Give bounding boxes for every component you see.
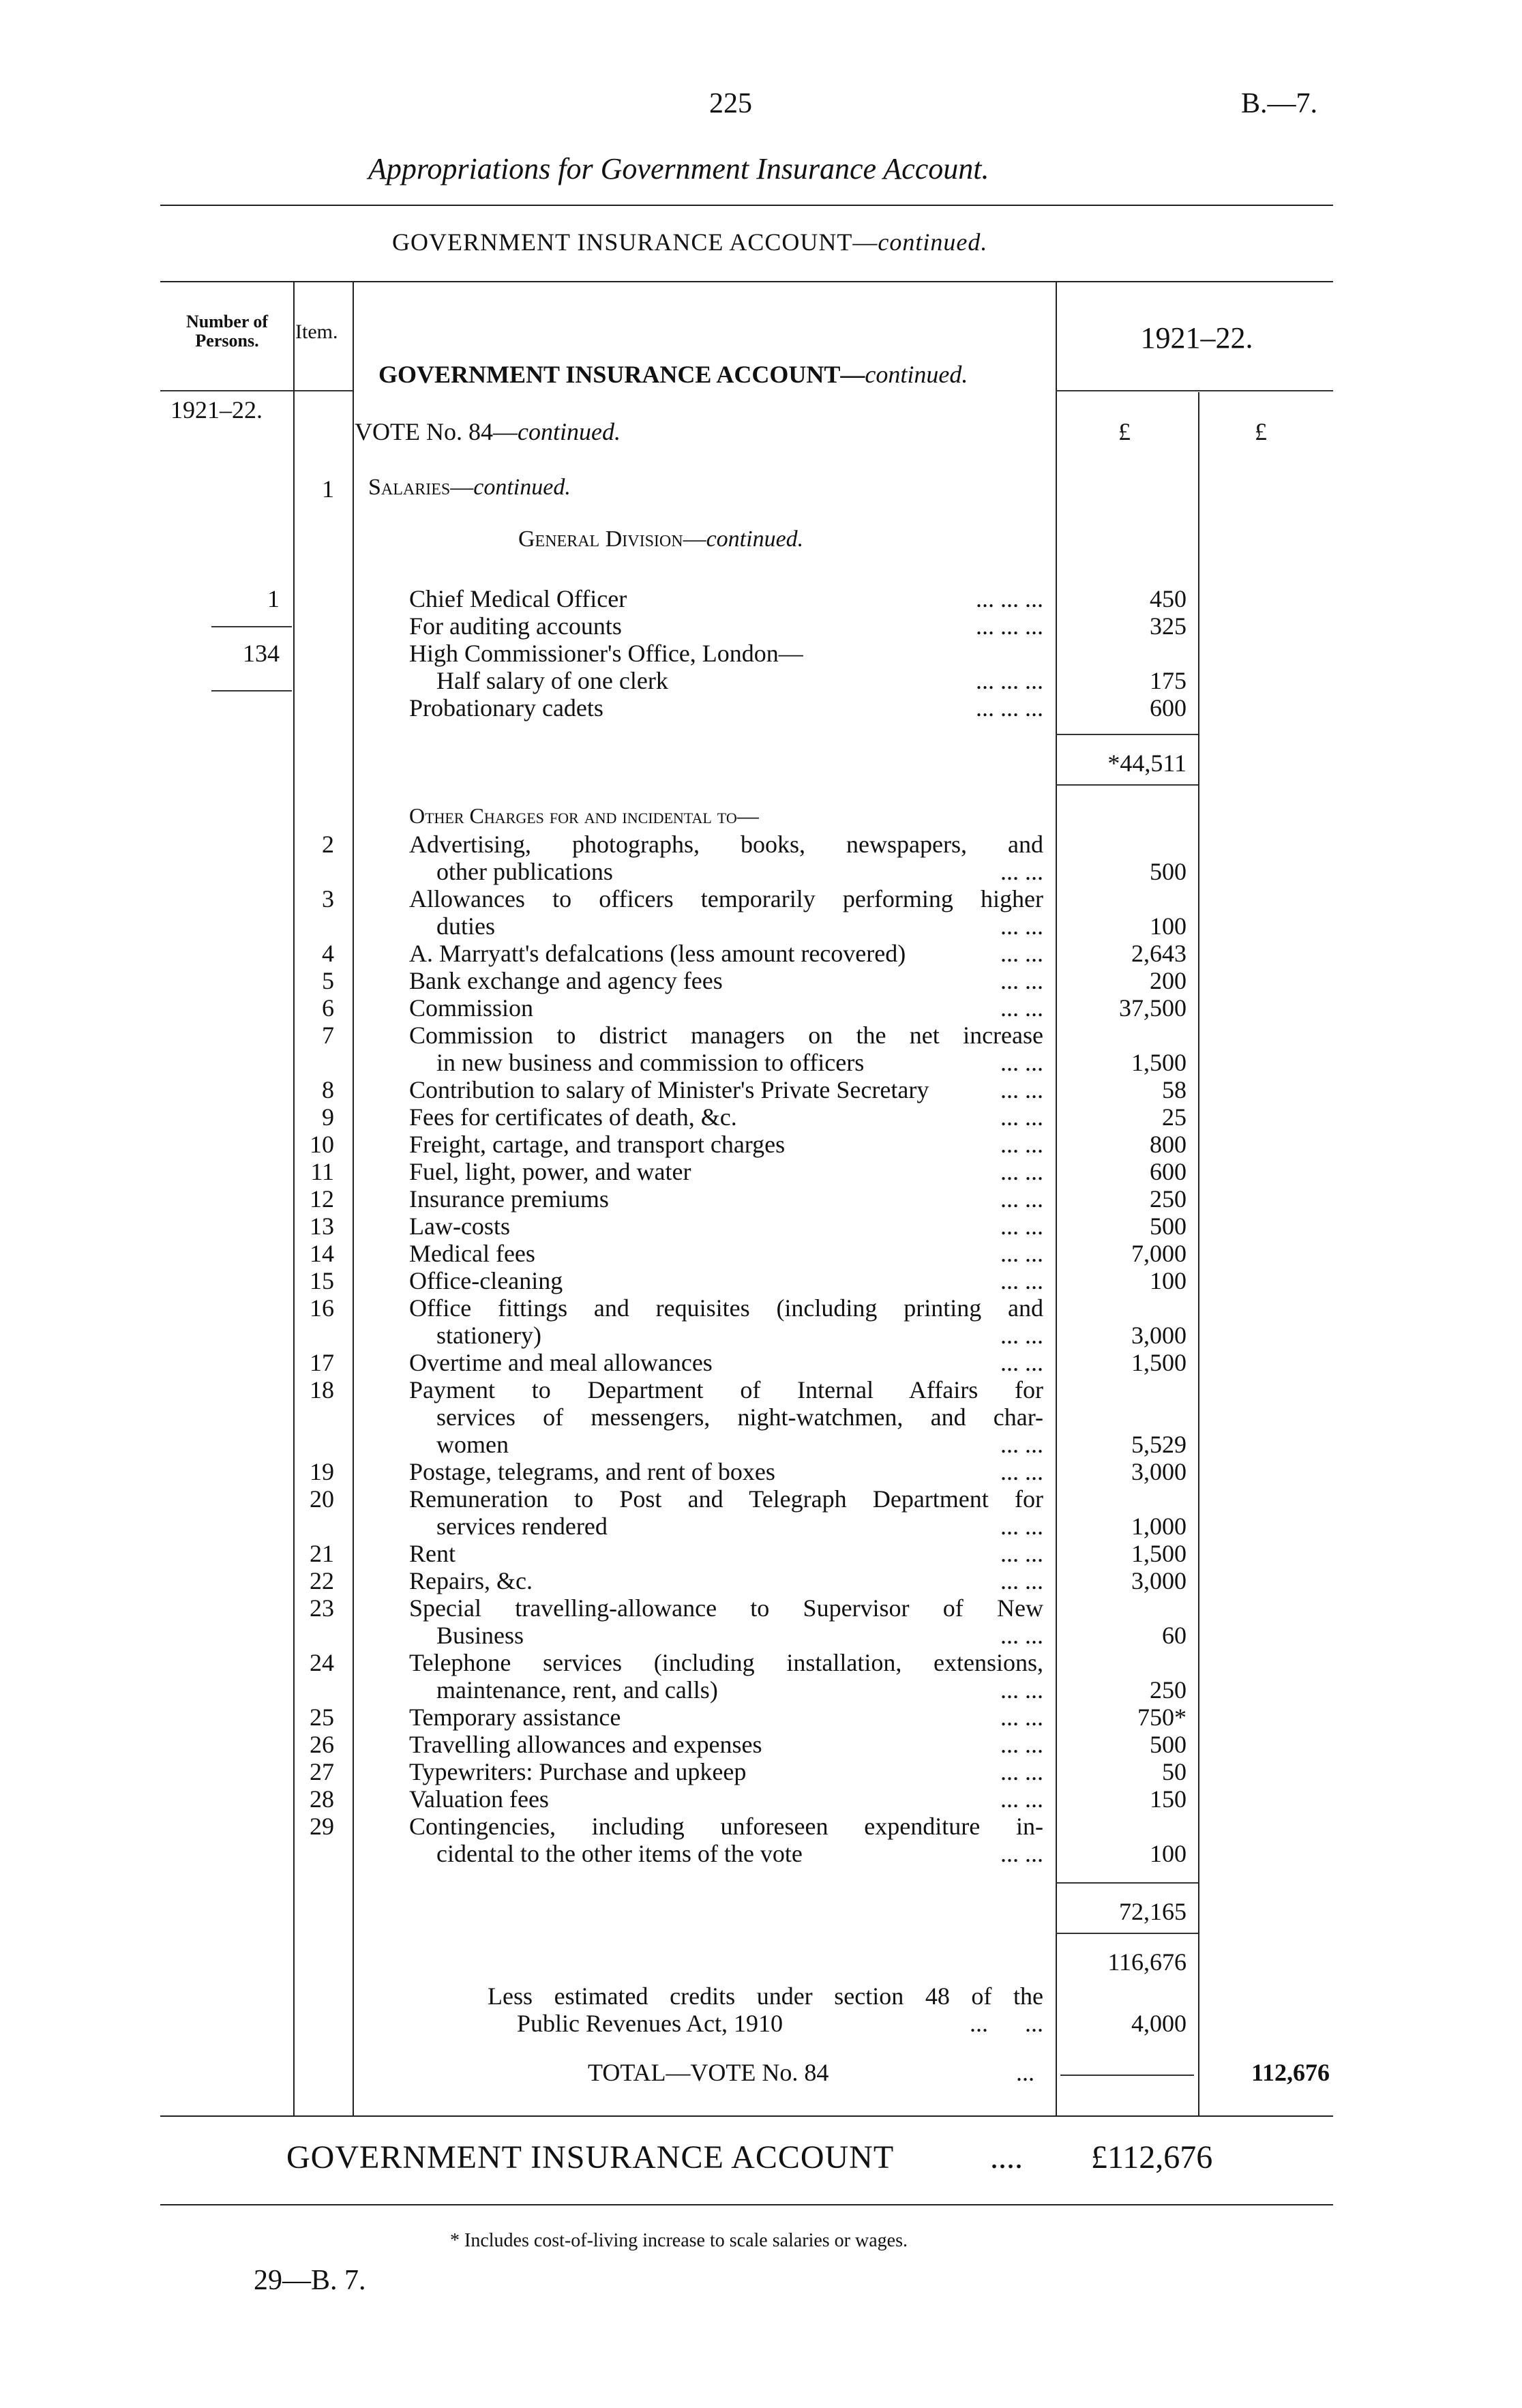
charge-amount: 500 — [1150, 858, 1187, 885]
charge-amount: 1,500 — [1131, 1049, 1187, 1076]
charge-amount: 250 — [1150, 1676, 1187, 1704]
salary-amount: 175 — [1150, 667, 1187, 694]
charge-description-text: Bank exchange and agency fees — [409, 967, 723, 994]
charge-amount: 800 — [1150, 1131, 1187, 1158]
leader-dots: ... ... — [1000, 1458, 1043, 1485]
pound-sign-total-column: £ — [1255, 418, 1267, 445]
page-number: 225 — [709, 88, 752, 119]
charge-item-number: 13 — [310, 1213, 334, 1240]
charge-description-text: services of messengers, night-watchmen, and char- — [436, 1403, 1043, 1431]
salary-row — [0, 694, 1364, 722]
charge-description-line — [409, 1349, 1043, 1376]
charge-amount: 100 — [1150, 1267, 1187, 1294]
charge-amount: 25 — [1162, 1103, 1187, 1131]
charge-description-text: maintenance, rent, and calls) — [436, 1676, 718, 1704]
salary-row — [0, 667, 1364, 694]
salary-description — [409, 694, 1043, 722]
charge-description-text: Temporary assistance — [409, 1704, 621, 1731]
salary-amount: 325 — [1150, 612, 1187, 640]
charge-description-text: Law-costs — [409, 1213, 510, 1240]
charge-item-number: 19 — [310, 1458, 334, 1485]
charge-description-text: Overtime and meal allowances — [409, 1349, 713, 1376]
leader-dots: ... ... — [1000, 1240, 1043, 1267]
charge-description-line — [409, 1758, 1043, 1785]
other-charges-heading: Other Charges for and incidental to— — [409, 803, 759, 828]
credits-line-1: Less estimated credits under section 48 of the — [488, 1982, 1043, 2010]
leader-dots: ... ... — [1000, 1349, 1043, 1376]
charge-description-text: Business — [436, 1622, 524, 1649]
leader-dots: ... ... ... — [976, 694, 1043, 722]
charge-item-number: 11 — [310, 1158, 334, 1185]
salary-row — [0, 585, 1364, 612]
charge-description-text: Commission — [409, 994, 534, 1022]
salary-description — [409, 612, 1043, 640]
section-heading-text: GOVERNMENT INSURANCE ACCOUNT— — [392, 228, 878, 256]
charge-description-text: Office fittings and requisites (including printing and — [409, 1294, 1043, 1322]
charge-amount: 50 — [1162, 1758, 1187, 1785]
charge-description-text: Travelling allowances and expenses — [409, 1731, 762, 1758]
charge-item-number: 2 — [322, 831, 334, 858]
charge-description-line — [409, 1076, 1043, 1103]
charge-description-text: women — [436, 1431, 509, 1458]
charge-description-text: Insurance premiums — [409, 1185, 609, 1213]
charges-subtotal-rule — [1056, 1882, 1198, 1884]
grand-total-rule — [160, 2204, 1333, 2205]
charge-description-text: other publications — [436, 858, 613, 885]
charge-amount: 3,000 — [1131, 1458, 1187, 1485]
persons-header-rule — [160, 390, 293, 391]
charge-amount: 37,500 — [1119, 994, 1187, 1022]
charge-description-text: Rent — [409, 1540, 456, 1567]
charge-description-line — [409, 1704, 1043, 1731]
charge-amount: 1,500 — [1131, 1349, 1187, 1376]
charge-description-line — [409, 1267, 1043, 1294]
grand-total-dots: .... — [990, 2139, 1023, 2175]
charge-item-number: 21 — [310, 1540, 334, 1567]
charge-description-line — [409, 1022, 1043, 1049]
vote-heading-suffix: continued. — [517, 418, 621, 445]
leader-dots: ... ... — [1000, 1731, 1043, 1758]
charge-amount: 3,000 — [1131, 1322, 1187, 1349]
vote-total-rule — [1060, 2075, 1194, 2076]
salary-description — [436, 667, 1043, 694]
running-title: Appropriations for Government Insurance Account. — [368, 152, 989, 185]
salary-description — [409, 585, 1043, 612]
leader-dots: ... ... — [1000, 1785, 1043, 1813]
other-charges-total: 72,165 — [1119, 1898, 1187, 1925]
charge-amount: 150 — [1150, 1785, 1187, 1813]
pound-sign-amount-column: £ — [1118, 418, 1131, 445]
leader-dots: ... ... — [970, 2010, 1043, 2037]
charge-description-line — [409, 1731, 1043, 1758]
charge-description-text: Contribution to salary of Minister's Private Secretary — [409, 1076, 929, 1103]
general-division-label: General Division— — [518, 526, 706, 552]
salary-amount: 600 — [1150, 694, 1187, 722]
charge-item-number: 20 — [310, 1485, 334, 1513]
charge-amount: 750* — [1137, 1704, 1187, 1731]
charge-description-line — [436, 1676, 1043, 1704]
charge-description-line — [409, 967, 1043, 994]
salaries-heading — [368, 475, 571, 501]
charge-description-text: Contingencies, including unforeseen expenditure in- — [409, 1813, 1043, 1840]
footnote: * Includes cost-of-living increase to scale salaries or wages. — [450, 2230, 908, 2251]
charge-amount: 600 — [1150, 1158, 1187, 1185]
persons-column-header: Number of Persons. — [185, 312, 269, 351]
charge-amount: 3,000 — [1131, 1567, 1187, 1594]
charge-item-number: 5 — [322, 967, 334, 994]
charge-description-line — [409, 940, 1043, 967]
charge-description-line — [436, 1403, 1043, 1431]
charge-description-text: Advertising, photographs, books, newspapers, and — [409, 831, 1043, 858]
year-header-rule — [1056, 390, 1333, 391]
charge-item-number: 24 — [310, 1649, 334, 1676]
leader-dots: ... ... — [1000, 1049, 1043, 1076]
vote-total-label: TOTAL—VOTE No. 84 — [588, 2059, 829, 2086]
charge-description-line — [409, 831, 1043, 858]
charge-description-line — [436, 1431, 1043, 1458]
charge-description-line — [436, 912, 1043, 940]
charge-description-line — [409, 1213, 1043, 1240]
leader-dots: ... ... — [1000, 1567, 1043, 1594]
leader-dots: ... ... — [1000, 1158, 1043, 1185]
leader-dots: ... ... — [1000, 1704, 1043, 1731]
charge-description-text: Repairs, &c. — [409, 1567, 533, 1594]
grand-total-amount: £112,676 — [1091, 2139, 1213, 2175]
charge-description-text: duties — [436, 912, 495, 940]
leader-dots: ... ... — [1000, 1103, 1043, 1131]
charge-item-number: 22 — [310, 1567, 334, 1594]
charge-description-line — [409, 1185, 1043, 1213]
charge-item-number: 27 — [310, 1758, 334, 1785]
salary-description-text: Chief Medical Officer — [409, 585, 627, 612]
charge-description-line — [436, 858, 1043, 885]
charge-amount: 1,500 — [1131, 1540, 1187, 1567]
section-heading-suffix: continued. — [878, 228, 988, 256]
charge-description-text: Fees for certificates of death, &c. — [409, 1103, 737, 1131]
charge-description-line — [409, 1294, 1043, 1322]
charge-item-number: 18 — [310, 1376, 334, 1403]
charge-amount: 2,643 — [1131, 940, 1187, 967]
leader-dots: ... ... — [1000, 1213, 1043, 1240]
title-rule — [160, 205, 1333, 206]
charge-description-line — [409, 1649, 1043, 1676]
general-division-heading — [518, 526, 803, 552]
charge-item-number: 10 — [310, 1131, 334, 1158]
charge-description-text: stationery) — [436, 1322, 541, 1349]
charge-description-line — [409, 1540, 1043, 1567]
charge-item-number: 15 — [310, 1267, 334, 1294]
persons-rule-1 — [211, 626, 292, 627]
salary-description-text: For auditing accounts — [409, 612, 622, 640]
salary-row — [0, 640, 1364, 667]
charge-amount: 200 — [1150, 967, 1187, 994]
charge-description-text: Medical fees — [409, 1240, 535, 1267]
charge-description-line — [409, 1458, 1043, 1485]
charge-item-number: 14 — [310, 1240, 334, 1267]
charge-item-number: 17 — [310, 1349, 334, 1376]
item-header-rule — [295, 390, 353, 391]
salary-description-text: Probationary cadets — [409, 694, 603, 722]
charge-description-line — [409, 1567, 1043, 1594]
leader-dots: ... ... — [1000, 1622, 1043, 1649]
salary-description-text: High Commissioner's Office, London— — [409, 640, 803, 667]
charge-amount: 60 — [1162, 1622, 1187, 1649]
general-division-suffix: continued. — [706, 526, 804, 552]
table-bottom-rule — [160, 2115, 1333, 2117]
leader-dots: ... ... — [1000, 967, 1043, 994]
persons-count: 134 — [243, 640, 280, 667]
charge-description-line — [436, 1049, 1043, 1076]
inner-heading-text: GOVERNMENT INSURANCE ACCOUNT— — [378, 361, 865, 388]
charge-description-text: Typewriters: Purchase and upkeep — [409, 1758, 747, 1785]
charge-item-number: 23 — [310, 1594, 334, 1622]
charge-amount: 5,529 — [1131, 1431, 1187, 1458]
vote-heading-text: VOTE No. 84— — [355, 418, 518, 445]
leader-dots: ... ... — [1000, 1322, 1043, 1349]
leader-dots: ... ... ... — [976, 667, 1043, 694]
charge-item-number: 6 — [322, 994, 334, 1022]
charge-description-text: services rendered — [436, 1513, 608, 1540]
signature-mark: 29—B. 7. — [254, 2265, 366, 2296]
salary-description — [409, 640, 1043, 667]
leader-dots: ... ... — [1000, 994, 1043, 1022]
charge-item-number: 4 — [322, 940, 334, 967]
charge-description-line — [409, 1158, 1043, 1185]
charge-amount: 100 — [1150, 1840, 1187, 1867]
item-desc-divider — [353, 281, 354, 2115]
charge-description-text: Office-cleaning — [409, 1267, 563, 1294]
charge-amount: 1,000 — [1131, 1513, 1187, 1540]
credits-line-2 — [517, 2009, 1043, 2038]
item-column-header: Item. — [295, 321, 338, 343]
leader-dots: ... ... — [1000, 912, 1043, 940]
leader-dots: ... ... — [1000, 1076, 1043, 1103]
charge-item-number: 12 — [310, 1185, 334, 1213]
year-column-header: 1921–22. — [1140, 321, 1253, 355]
salaries-item-number: 1 — [322, 475, 334, 503]
leader-dots: ... ... — [1000, 940, 1043, 967]
charge-description-line — [436, 1322, 1043, 1349]
credits-line-2-text: Public Revenues Act, 1910 — [517, 2010, 783, 2037]
charge-item-number: 25 — [310, 1704, 334, 1731]
vote-total-dots: ... — [1016, 2059, 1034, 2086]
charge-description-text: Freight, cartage, and transport charges — [409, 1131, 786, 1158]
gross-total: 116,676 — [1107, 1948, 1187, 1976]
charge-item-number: 8 — [322, 1076, 334, 1103]
charge-amount: 250 — [1150, 1185, 1187, 1213]
salaries-subtotal-rule — [1056, 734, 1198, 735]
charge-description-text: Payment to Department of Internal Affairs for — [409, 1376, 1043, 1403]
persons-count: 1 — [267, 585, 280, 612]
charge-description-line — [409, 1376, 1043, 1403]
charge-description-text: A. Marryatt's defalcations (less amount recovered) — [409, 940, 906, 967]
vote-total-amount: 112,676 — [1251, 2059, 1330, 2086]
grand-total-label: GOVERNMENT INSURANCE ACCOUNT — [286, 2139, 895, 2175]
charge-description-text: Special travelling-allowance to Supervisor of New — [409, 1594, 1043, 1622]
charge-description-text: Allowances to officers temporarily performing higher — [409, 885, 1043, 912]
salaries-total: *44,511 — [1107, 749, 1187, 777]
charge-description-text: Postage, telegrams, and rent of boxes — [409, 1458, 775, 1485]
charge-description-line — [409, 1240, 1043, 1267]
leader-dots: ... ... — [1000, 1676, 1043, 1704]
charge-amount: 58 — [1162, 1076, 1187, 1103]
charge-description-line — [409, 1813, 1043, 1840]
leader-dots: ... ... ... — [976, 585, 1043, 612]
leader-dots: ... ... — [1000, 1540, 1043, 1567]
charge-amount: 500 — [1150, 1731, 1187, 1758]
leader-dots: ... ... — [1000, 1185, 1043, 1213]
table-top-rule — [160, 281, 1333, 282]
salaries-label-suffix: continued. — [473, 475, 571, 500]
salaries-label: Salaries— — [368, 475, 474, 500]
charge-description-line — [409, 1131, 1043, 1158]
charge-description-text: Commission to district managers on the net increase — [409, 1022, 1043, 1049]
leader-dots: ... ... — [1000, 1431, 1043, 1458]
charge-item-number: 29 — [310, 1813, 334, 1840]
salary-amount: 450 — [1150, 585, 1187, 612]
charge-description-text: Remuneration to Post and Telegraph Department for — [409, 1485, 1043, 1513]
charge-description-text: in new business and commission to officers — [436, 1049, 865, 1076]
charge-description-line — [436, 1513, 1043, 1540]
salary-row — [0, 612, 1364, 640]
charge-description-line — [436, 1622, 1043, 1649]
persons-rule-2 — [211, 690, 292, 692]
charge-amount: 100 — [1150, 912, 1187, 940]
charge-description-line — [436, 1840, 1043, 1867]
document-reference: B.—7. — [1241, 88, 1318, 119]
inner-heading — [378, 360, 968, 389]
leader-dots: ... ... — [1000, 1131, 1043, 1158]
charge-item-number: 7 — [322, 1022, 334, 1049]
charge-item-number: 28 — [310, 1785, 334, 1813]
leader-dots: ... ... — [1000, 1513, 1043, 1540]
charge-item-number: 26 — [310, 1731, 334, 1758]
charge-description-line — [409, 1785, 1043, 1813]
leader-dots: ... ... — [1000, 1840, 1043, 1867]
inner-heading-suffix: continued. — [865, 361, 968, 388]
credits-amount: 4,000 — [1131, 2010, 1187, 2037]
salary-description-text: Half salary of one clerk — [436, 667, 668, 694]
charge-description-text: Valuation fees — [409, 1785, 549, 1813]
charge-description-line — [409, 1594, 1043, 1622]
vote-heading — [355, 417, 621, 446]
leader-dots: ... ... — [1000, 858, 1043, 885]
leader-dots: ... ... ... — [976, 612, 1043, 640]
persons-year-label: 1921–22. — [170, 396, 263, 423]
charge-description-line — [409, 885, 1043, 912]
leader-dots: ... ... — [1000, 1267, 1043, 1294]
charge-item-number: 3 — [322, 885, 334, 912]
charge-item-number: 16 — [310, 1294, 334, 1322]
charge-item-number: 9 — [322, 1103, 334, 1131]
charge-description-text: Telephone services (including installation, extensions, — [409, 1649, 1043, 1676]
charge-amount: 500 — [1150, 1213, 1187, 1240]
section-heading — [392, 228, 987, 256]
charge-description-text: cidental to the other items of the vote — [436, 1840, 803, 1867]
leader-dots: ... ... — [1000, 1758, 1043, 1785]
salaries-total-rule — [1056, 784, 1198, 786]
charge-description-text: Fuel, light, power, and water — [409, 1158, 691, 1185]
charge-description-line — [409, 1485, 1043, 1513]
charge-description-line — [409, 1103, 1043, 1131]
charge-amount: 7,000 — [1131, 1240, 1187, 1267]
charges-total-rule — [1056, 1933, 1198, 1934]
desc-amount-divider — [1056, 281, 1057, 2115]
charge-description-line — [409, 994, 1043, 1022]
